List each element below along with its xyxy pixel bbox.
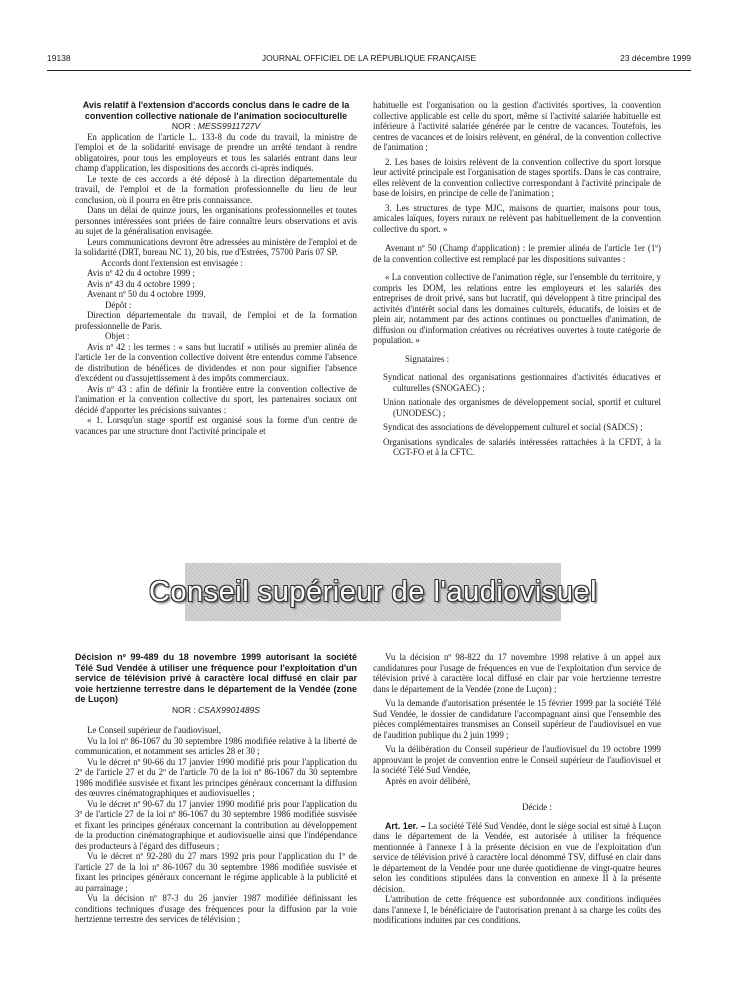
avis-paragraph: Dans un délai de quinze jours, les organisations professionnelles et toutes personnes intéressées sont priées de faire connaître leurs observations et avis au sujet de la généralisation envisagée. [75,205,357,236]
avis-paragraph: Leurs communications devront être adressées au ministère de l'emploi et de la solidarité (DRT, bureau NC 1), 20 bis, rue d'Estrées, 75700 Paris 07 SP. [75,236,357,257]
decision-paragraph: Vu le décret nº 90-66 du 17 janvier 1990 modifié pris pour l'application du 2º de l'article 27 et du 2º de l'article 70 de la loi nº 86-1067 du 30 septembre 1986 modifiée susvisée et fixant les principes généraux concernant la diffusion des œuvres cinématographiques et audiovisuelles ; [75,756,357,798]
section-banner [148,563,598,621]
avis-title: Avis relatif à l'extension d'accords conclus dans le cadre de la convention collective nationale de l'animation socioculturelle [82,100,350,121]
avis-right-column [373,100,661,458]
signataire-item: Syndicat des associations de développement culturel et social (SADCS) ; [383,422,643,432]
avis-continuation: habituelle est l'organisation ou la gestion d'activités sportives, la convention collective applicable est celle du sport, même si l'activité salariée habituelle est inférieure à l'activité salariée générée par le centre de vacances. Toutefois, les centres de vacances et de loisirs relèvent, en général, de la convention collective de l'animation ; [373,100,661,152]
avis-paragraph: Le texte de ces accords a été déposé à la direction départementale du travail, de l'emploi et de la formation professionnelle du lieu de leur conclusion, où il pourra en être pris connaissance. [75,173,357,205]
decision-left-column [75,652,357,925]
page-number: 19138 [47,53,71,63]
decision-right-column [373,652,661,926]
avis-paragraph: En application de l'article L. 133-8 du code du travail, la ministre de l'emploi et de la solidarité envisage de prendre un arrêté tendant à rendre obligatoires, pour tous les employeurs et tous les salariés entrant dans leur champ d'application, les dispositions des accords ci-après indiqués. [75,131,357,173]
article-1-text: La société Télé Sud Vendée, dont le siège social est situé à Luçon dans le département de la Vendée, est autorisée à utiliser la fréquence mentionnée à l'annexe I à la présente décision en vue de l'exploitation d'un service de télévision privé à caractère local dénommé TSV, diffusé en clair dans le département de la Vendée pour une durée quotidienne de vingt-quatre heures selon les conditions stipulées dans la convention en annexe II à la présente décision. [373,820,661,894]
decision-paragraph: Après en avoir délibéré, [385,775,471,786]
page-header [47,53,691,67]
objet-paragraph: Avis nº 42 : les termes : « sans but lucratif » utilisés au premier alinéa de l'article 1er de la convention collective doivent être entendus comme l'absence de distribution de bénéfices de dividendes et non pour signifier l'absence d'excédent ou d'assujettissement à des impôts commerciaux. [75,341,357,383]
avis-paragraph: 2. Les bases de loisirs relèvent de la convention collective du sport lorsque leur activité principale est l'organisation de stages sportifs. Dans le cas contraire, elles relèvent de la convention collective correspondant à l'activité principale de base de loisirs, en principe de celle de l'animation ; [373,156,661,198]
issue-date: 23 décembre 1999 [620,53,691,63]
header-rule [47,70,691,71]
decision-paragraph: Vu la décision nº 87-3 du 26 janvier 1987 modifiée définissant les conditions techniques d'usage des fréquences pour la diffusion par la voie hertzienne terrestre des services de télévision ; [75,893,357,924]
objet-label: Objet : [105,331,130,341]
decision-paragraph: Vu la délibération du Conseil supérieur de l'audiovisuel du 19 octobre 1999 approuvant le projet de convention entre le Conseil supérieur de l'audiovisuel et la société Télé Sud Vendée, [373,744,661,775]
decide-label: Décide : [522,802,552,812]
accord-item: Avis nº 42 du 4 octobre 1999 ; [87,268,195,278]
avis-nor-code: MESS9911727V [197,121,261,131]
section-banner-title: Conseil supérieur de l'audiovisuel [148,575,598,608]
article-1 [373,821,661,895]
accords-label: Accords dont l'extension est envisagée : [101,257,243,268]
avenant-quote: « La convention collective de l'animation règle, sur l'ensemble du territoire, y compris les DOM, les relations entre les employeurs et les salariés des entreprises de droit privé, sans but lucratif, qui développent à titre principal des activités d'intérêt social dans les domaines culturels, éducatifs, de loisirs et de plein air, notamment par des actions continues ou ponctuelles d'animation, de diffusion ou d'information créatives ou récréatives ouvertes à toute catégorie de population. » [373,272,661,345]
signataire-item: Union nationale des organismes de développement social, sportif et culturel (UNODESC) ; [383,397,661,418]
signataires-label: Signataires : [405,353,450,364]
avis-paragraph: 3. Les structures de type MJC, maisons de quartier, maisons pour tous, amicales laïques, foyers ruraux ne relèvent pas habituellement de la convention collective du sport. » [373,202,661,234]
depot-text: Direction départementale du travail, de l'emploi et de la formation professionnelle de Paris. [75,310,357,331]
decision-paragraph: Vu la loi nº 86-1067 du 30 septembre 1986 modifiée relative à la liberté de communication, et notamment ses articles 28 et 30 ; [75,735,357,756]
accord-item: Avenant nº 50 du 4 octobre 1999. [87,289,206,299]
article-1-paragraph-2: L'attribution de cette fréquence est subordonnée aux conditions indiquées dans l'annexe I, le bénéficiaire de l'autorisation prenant à sa charge les coûts des modifications induites par ces conditions. [373,894,661,925]
accord-item: Avis nº 43 du 4 octobre 1999 ; [87,278,195,289]
avis-nor [75,121,357,132]
decision-title: Décision nº 99-489 du 18 novembre 1999 autorisant la société Télé Sud Vendée à utiliser une fréquence pour l'exploitation d'un service de télévision privé à caractère local diffusé en clair par voie hertzienne terrestre dans le département de la Vendée (zone de Luçon) [75,652,357,704]
avis-nor-label: NOR : [171,121,196,131]
decision-paragraph: Vu le décret nº 90-67 du 17 janvier 1990 modifié pris pour l'application du 3º de l'article 27 de la loi nº 86-1067 du 30 septembre 1986 modifiée susvisée et fixant les principes généraux concernant la contribution au développement de la production cinématographique et audiovisuelle ainsi que l'indépendance des producteurs à l'égard des diffuseurs ; [75,798,357,851]
avenant-paragraph: Avenant nº 50 (Champ d'application) : le premier alinéa de l'article 1er (1º) de la convention collective est remplacé par les dispositions suivantes : [373,243,661,264]
decision-nor-label: NOR : [172,704,196,715]
decision-paragraph: Vu le décret nº 92-280 du 27 mars 1992 pris pour l'application du 1º de l'article 27 de la loi nº 86-1067 du 30 septembre 1986 modifiée susvisée et fixant les principes généraux concernant le régime applicable à la publicité et au parrainage ; [75,851,357,893]
signataire-item: Organisations syndicales de salariés intéressées rattachées à la CFDT, à la CGT-FO et à la CFTC. [383,436,661,457]
objet-paragraph: Avis nº 43 : afin de définir la frontière entre la convention collective de l'animation et la convention collective du sport, les partenaires sociaux ont décidé d'apporter les précisions suivantes : [75,383,357,415]
decision-paragraph: Vu la demande d'autorisation présentée le 15 février 1999 par la société Télé Sud Vendée, le dossier de candidature l'accompagnant ainsi que l'ensemble des pièces complémentaires transmises au Conseil supérieur de l'audiovisuel en vue de l'audition publique du 2 juin 1999 ; [373,698,661,740]
avis-left-column [75,100,357,436]
decision-nor [75,705,357,716]
article-1-label: Art. 1er. – [385,820,426,831]
decision-paragraph: Vu la décision nº 98-822 du 17 novembre 1998 relative à un appel aux candidatures pour l'usage de fréquences en vue de l'exploitation d'un service de télévision privé à caractère local diffusé en clair par voie hertzienne terrestre dans le département de la Vendée (zone de Luçon) ; [373,652,661,694]
decision-nor-code: CSAX9901489S [198,704,260,715]
decision-paragraph: Le Conseil supérieur de l'audiovisuel, [87,725,221,735]
depot-label: Dépôt : [105,299,132,310]
objet-paragraph: « 1. Lorsqu'un stage sportif est organisé sous la forme d'un centre de vacances par une structure dont l'activité principale et [75,415,357,436]
signataire-item: Syndicat national des organisations gestionnaires d'activités éducatives et culturelles (SNOGAEC) ; [383,372,661,393]
journal-title: JOURNAL OFFICIEL DE LA RÉPUBLIQUE FRANÇAISE [261,53,477,63]
